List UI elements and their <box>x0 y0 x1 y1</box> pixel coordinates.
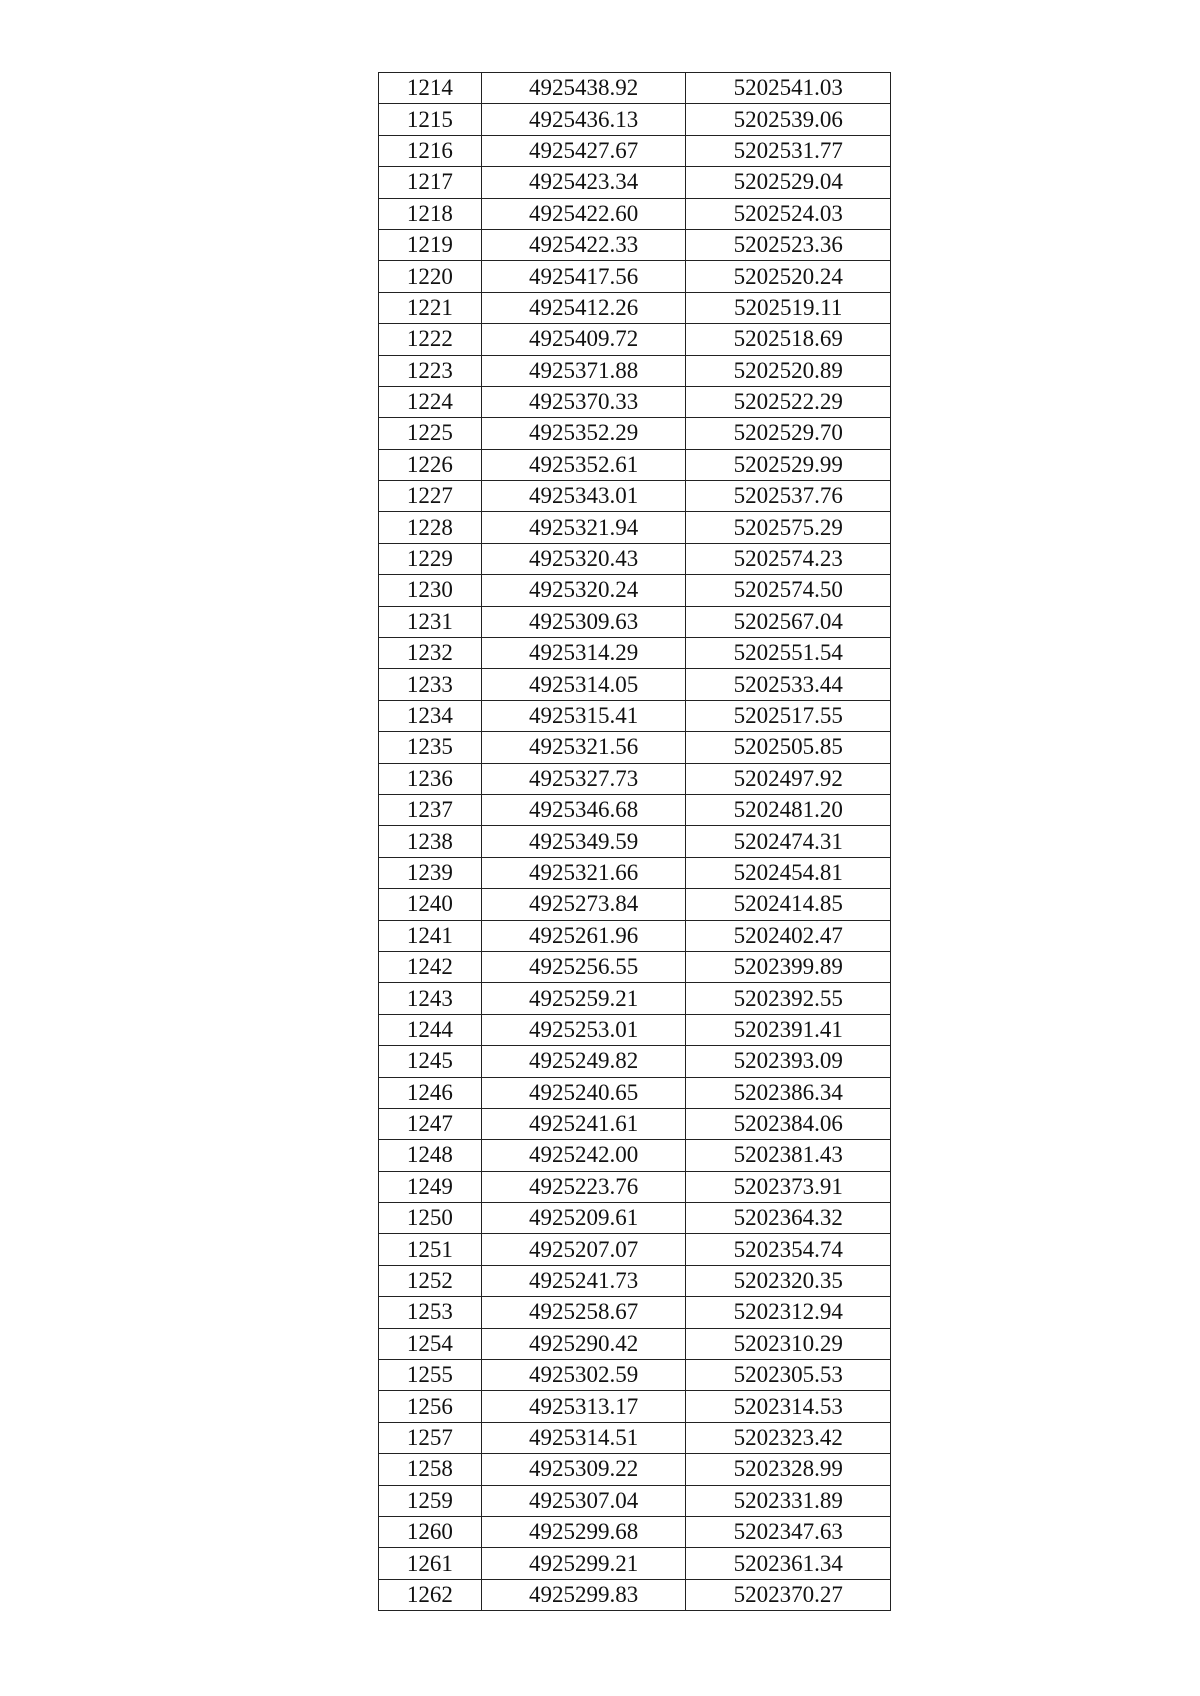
y-coordinate-cell: 5202347.63 <box>686 1516 891 1547</box>
table-row <box>379 481 891 512</box>
y-coordinate-cell: 5202567.04 <box>686 606 891 637</box>
x-coordinate-cell: 4925241.61 <box>481 1108 686 1139</box>
y-coordinate-cell: 5202497.92 <box>686 763 891 794</box>
y-coordinate-cell: 5202454.81 <box>686 857 891 888</box>
x-coordinate-cell: 4925223.76 <box>481 1171 686 1202</box>
table-row <box>379 1140 891 1171</box>
x-coordinate-cell: 4925259.21 <box>481 983 686 1014</box>
table-row <box>379 418 891 449</box>
x-coordinate-cell: 4925352.29 <box>481 418 686 449</box>
table-row <box>379 700 891 731</box>
table-row <box>379 826 891 857</box>
y-coordinate-cell: 5202522.29 <box>686 386 891 417</box>
point-number-cell: 1254 <box>379 1328 482 1359</box>
table-row <box>379 355 891 386</box>
y-coordinate-cell: 5202524.03 <box>686 198 891 229</box>
point-number-cell: 1249 <box>379 1171 482 1202</box>
point-number-cell: 1231 <box>379 606 482 637</box>
point-number-cell: 1250 <box>379 1203 482 1234</box>
x-coordinate-cell: 4925321.66 <box>481 857 686 888</box>
y-coordinate-cell: 5202384.06 <box>686 1108 891 1139</box>
point-number-cell: 1229 <box>379 543 482 574</box>
x-coordinate-cell: 4925290.42 <box>481 1328 686 1359</box>
y-coordinate-cell: 5202391.41 <box>686 1014 891 1045</box>
x-coordinate-cell: 4925321.56 <box>481 732 686 763</box>
table-row <box>379 167 891 198</box>
x-coordinate-cell: 4925438.92 <box>481 73 686 104</box>
x-coordinate-cell: 4925249.82 <box>481 1046 686 1077</box>
y-coordinate-cell: 5202481.20 <box>686 794 891 825</box>
x-coordinate-cell: 4925422.33 <box>481 229 686 260</box>
point-number-cell: 1251 <box>379 1234 482 1265</box>
x-coordinate-cell: 4925273.84 <box>481 889 686 920</box>
table-row <box>379 889 891 920</box>
y-coordinate-cell: 5202323.42 <box>686 1422 891 1453</box>
table-row <box>379 606 891 637</box>
x-coordinate-cell: 4925327.73 <box>481 763 686 794</box>
y-coordinate-cell: 5202314.53 <box>686 1391 891 1422</box>
point-number-cell: 1248 <box>379 1140 482 1171</box>
table-row <box>379 763 891 794</box>
x-coordinate-cell: 4925241.73 <box>481 1265 686 1296</box>
x-coordinate-cell: 4925258.67 <box>481 1297 686 1328</box>
table-row <box>379 198 891 229</box>
table-row <box>379 1265 891 1296</box>
table-row <box>379 1046 891 1077</box>
x-coordinate-cell: 4925412.26 <box>481 292 686 323</box>
point-number-cell: 1247 <box>379 1108 482 1139</box>
y-coordinate-cell: 5202575.29 <box>686 512 891 543</box>
table-row <box>379 794 891 825</box>
y-coordinate-cell: 5202364.32 <box>686 1203 891 1234</box>
table-row <box>379 135 891 166</box>
x-coordinate-cell: 4925253.01 <box>481 1014 686 1045</box>
table-row <box>379 1077 891 1108</box>
table-row <box>379 229 891 260</box>
x-coordinate-cell: 4925314.29 <box>481 638 686 669</box>
table-row <box>379 1391 891 1422</box>
table-row <box>379 1108 891 1139</box>
point-number-cell: 1260 <box>379 1516 482 1547</box>
y-coordinate-cell: 5202529.70 <box>686 418 891 449</box>
point-number-cell: 1215 <box>379 104 482 135</box>
point-number-cell: 1241 <box>379 920 482 951</box>
point-number-cell: 1221 <box>379 292 482 323</box>
point-number-cell: 1214 <box>379 73 482 104</box>
y-coordinate-cell: 5202519.11 <box>686 292 891 323</box>
y-coordinate-cell: 5202312.94 <box>686 1297 891 1328</box>
y-coordinate-cell: 5202354.74 <box>686 1234 891 1265</box>
point-number-cell: 1220 <box>379 261 482 292</box>
y-coordinate-cell: 5202529.04 <box>686 167 891 198</box>
table-row <box>379 1297 891 1328</box>
coordinates-table-body <box>379 73 891 1611</box>
point-number-cell: 1238 <box>379 826 482 857</box>
x-coordinate-cell: 4925427.67 <box>481 135 686 166</box>
point-number-cell: 1245 <box>379 1046 482 1077</box>
table-row <box>379 920 891 951</box>
x-coordinate-cell: 4925299.83 <box>481 1579 686 1610</box>
table-row <box>379 1360 891 1391</box>
x-coordinate-cell: 4925242.00 <box>481 1140 686 1171</box>
point-number-cell: 1258 <box>379 1454 482 1485</box>
point-number-cell: 1239 <box>379 857 482 888</box>
point-number-cell: 1223 <box>379 355 482 386</box>
x-coordinate-cell: 4925207.07 <box>481 1234 686 1265</box>
y-coordinate-cell: 5202402.47 <box>686 920 891 951</box>
x-coordinate-cell: 4925320.43 <box>481 543 686 574</box>
y-coordinate-cell: 5202474.31 <box>686 826 891 857</box>
y-coordinate-cell: 5202320.35 <box>686 1265 891 1296</box>
table-row <box>379 1328 891 1359</box>
y-coordinate-cell: 5202533.44 <box>686 669 891 700</box>
table-row <box>379 104 891 135</box>
table-row <box>379 575 891 606</box>
y-coordinate-cell: 5202370.27 <box>686 1579 891 1610</box>
y-coordinate-cell: 5202551.54 <box>686 638 891 669</box>
x-coordinate-cell: 4925349.59 <box>481 826 686 857</box>
x-coordinate-cell: 4925313.17 <box>481 1391 686 1422</box>
point-number-cell: 1234 <box>379 700 482 731</box>
y-coordinate-cell: 5202361.34 <box>686 1548 891 1579</box>
x-coordinate-cell: 4925309.63 <box>481 606 686 637</box>
table-row <box>379 324 891 355</box>
table-row <box>379 512 891 543</box>
table-row <box>379 1579 891 1610</box>
x-coordinate-cell: 4925302.59 <box>481 1360 686 1391</box>
x-coordinate-cell: 4925299.21 <box>481 1548 686 1579</box>
x-coordinate-cell: 4925315.41 <box>481 700 686 731</box>
table-row <box>379 1203 891 1234</box>
y-coordinate-cell: 5202381.43 <box>686 1140 891 1171</box>
y-coordinate-cell: 5202520.89 <box>686 355 891 386</box>
x-coordinate-cell: 4925256.55 <box>481 951 686 982</box>
y-coordinate-cell: 5202399.89 <box>686 951 891 982</box>
y-coordinate-cell: 5202331.89 <box>686 1485 891 1516</box>
point-number-cell: 1257 <box>379 1422 482 1453</box>
table-row <box>379 638 891 669</box>
point-number-cell: 1259 <box>379 1485 482 1516</box>
y-coordinate-cell: 5202373.91 <box>686 1171 891 1202</box>
point-number-cell: 1255 <box>379 1360 482 1391</box>
y-coordinate-cell: 5202305.53 <box>686 1360 891 1391</box>
y-coordinate-cell: 5202505.85 <box>686 732 891 763</box>
table-row <box>379 1516 891 1547</box>
y-coordinate-cell: 5202310.29 <box>686 1328 891 1359</box>
x-coordinate-cell: 4925343.01 <box>481 481 686 512</box>
point-number-cell: 1222 <box>379 324 482 355</box>
point-number-cell: 1236 <box>379 763 482 794</box>
x-coordinate-cell: 4925314.05 <box>481 669 686 700</box>
y-coordinate-cell: 5202392.55 <box>686 983 891 1014</box>
x-coordinate-cell: 4925370.33 <box>481 386 686 417</box>
point-number-cell: 1218 <box>379 198 482 229</box>
point-number-cell: 1237 <box>379 794 482 825</box>
point-number-cell: 1256 <box>379 1391 482 1422</box>
y-coordinate-cell: 5202518.69 <box>686 324 891 355</box>
x-coordinate-cell: 4925422.60 <box>481 198 686 229</box>
table-row <box>379 1422 891 1453</box>
y-coordinate-cell: 5202523.36 <box>686 229 891 260</box>
point-number-cell: 1224 <box>379 386 482 417</box>
y-coordinate-cell: 5202531.77 <box>686 135 891 166</box>
x-coordinate-cell: 4925352.61 <box>481 449 686 480</box>
table-row <box>379 449 891 480</box>
x-coordinate-cell: 4925371.88 <box>481 355 686 386</box>
point-number-cell: 1244 <box>379 1014 482 1045</box>
table-row <box>379 292 891 323</box>
table-row <box>379 951 891 982</box>
point-number-cell: 1252 <box>379 1265 482 1296</box>
x-coordinate-cell: 4925409.72 <box>481 324 686 355</box>
y-coordinate-cell: 5202328.99 <box>686 1454 891 1485</box>
point-number-cell: 1233 <box>379 669 482 700</box>
table-row <box>379 857 891 888</box>
x-coordinate-cell: 4925423.34 <box>481 167 686 198</box>
y-coordinate-cell: 5202574.50 <box>686 575 891 606</box>
table-row <box>379 983 891 1014</box>
y-coordinate-cell: 5202529.99 <box>686 449 891 480</box>
point-number-cell: 1228 <box>379 512 482 543</box>
point-number-cell: 1219 <box>379 229 482 260</box>
point-number-cell: 1217 <box>379 167 482 198</box>
point-number-cell: 1226 <box>379 449 482 480</box>
table-row <box>379 1485 891 1516</box>
x-coordinate-cell: 4925309.22 <box>481 1454 686 1485</box>
point-number-cell: 1262 <box>379 1579 482 1610</box>
point-number-cell: 1242 <box>379 951 482 982</box>
y-coordinate-cell: 5202537.76 <box>686 481 891 512</box>
x-coordinate-cell: 4925261.96 <box>481 920 686 951</box>
x-coordinate-cell: 4925240.65 <box>481 1077 686 1108</box>
point-number-cell: 1246 <box>379 1077 482 1108</box>
table-row <box>379 386 891 417</box>
point-number-cell: 1227 <box>379 481 482 512</box>
table-row <box>379 1014 891 1045</box>
table-row <box>379 669 891 700</box>
point-number-cell: 1216 <box>379 135 482 166</box>
point-number-cell: 1230 <box>379 575 482 606</box>
table-row <box>379 261 891 292</box>
table-row <box>379 73 891 104</box>
table-row <box>379 1548 891 1579</box>
y-coordinate-cell: 5202574.23 <box>686 543 891 574</box>
y-coordinate-cell: 5202386.34 <box>686 1077 891 1108</box>
y-coordinate-cell: 5202539.06 <box>686 104 891 135</box>
x-coordinate-cell: 4925314.51 <box>481 1422 686 1453</box>
y-coordinate-cell: 5202520.24 <box>686 261 891 292</box>
x-coordinate-cell: 4925321.94 <box>481 512 686 543</box>
point-number-cell: 1235 <box>379 732 482 763</box>
table-row <box>379 1234 891 1265</box>
table-row <box>379 1454 891 1485</box>
point-number-cell: 1253 <box>379 1297 482 1328</box>
point-number-cell: 1240 <box>379 889 482 920</box>
x-coordinate-cell: 4925320.24 <box>481 575 686 606</box>
y-coordinate-cell: 5202517.55 <box>686 700 891 731</box>
point-number-cell: 1243 <box>379 983 482 1014</box>
table-row <box>379 543 891 574</box>
table-row <box>379 732 891 763</box>
point-number-cell: 1225 <box>379 418 482 449</box>
coordinates-table <box>378 72 891 1611</box>
y-coordinate-cell: 5202393.09 <box>686 1046 891 1077</box>
x-coordinate-cell: 4925346.68 <box>481 794 686 825</box>
x-coordinate-cell: 4925436.13 <box>481 104 686 135</box>
point-number-cell: 1232 <box>379 638 482 669</box>
y-coordinate-cell: 5202414.85 <box>686 889 891 920</box>
x-coordinate-cell: 4925307.04 <box>481 1485 686 1516</box>
x-coordinate-cell: 4925209.61 <box>481 1203 686 1234</box>
point-number-cell: 1261 <box>379 1548 482 1579</box>
table-row <box>379 1171 891 1202</box>
x-coordinate-cell: 4925299.68 <box>481 1516 686 1547</box>
y-coordinate-cell: 5202541.03 <box>686 73 891 104</box>
x-coordinate-cell: 4925417.56 <box>481 261 686 292</box>
